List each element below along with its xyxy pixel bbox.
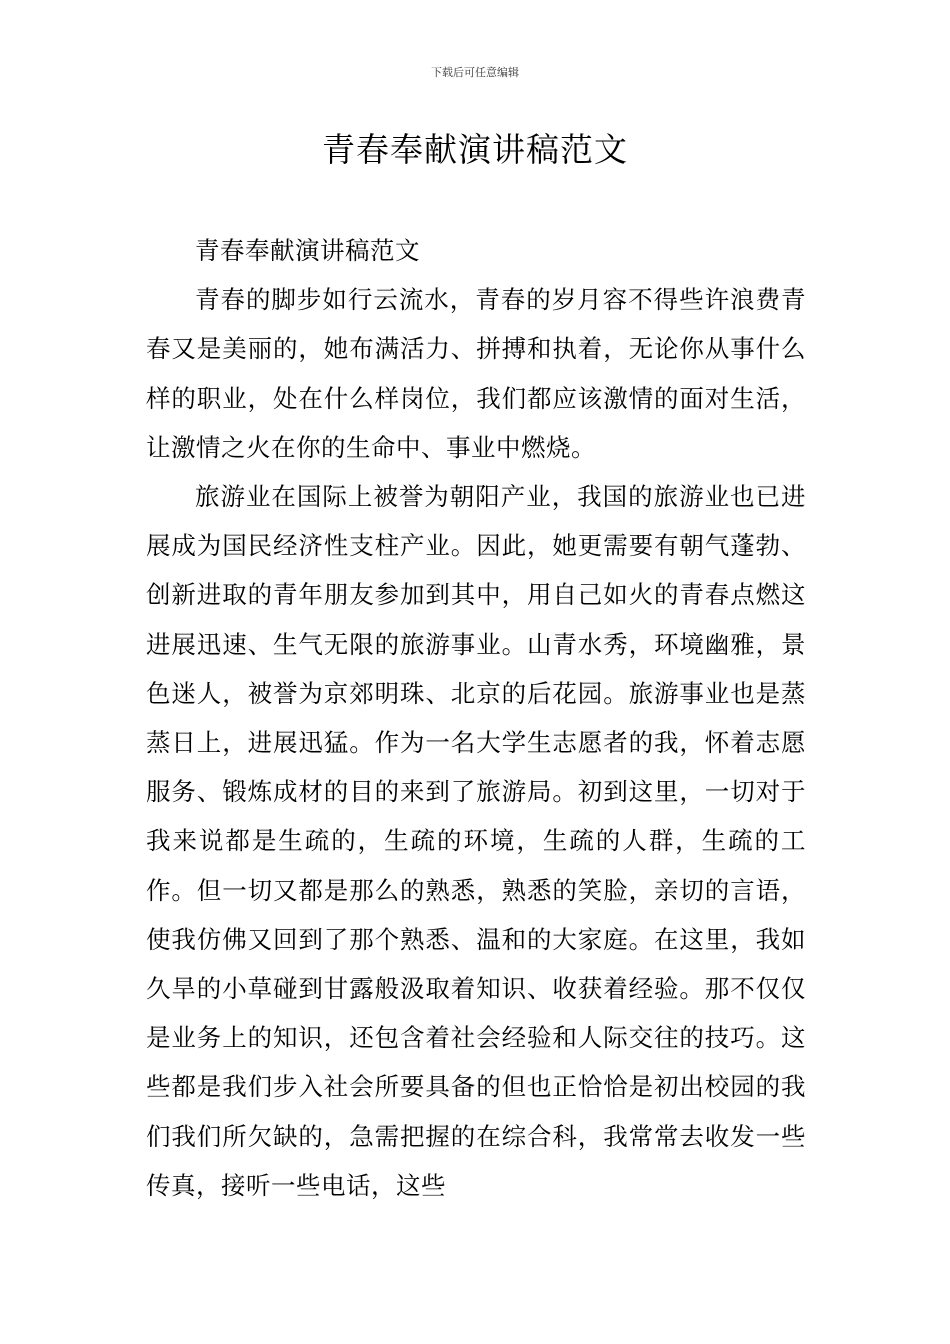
paragraph: 青春的脚步如行云流水，青春的岁月容不得些许浪费青春又是美丽的，她布满活力、拼搏和执着，无论你从事什么样的职业，处在什么样岗位，我们都应该激情的面对生活，让激情之火在你的生命中、事业中燃烧。 — [146, 285, 806, 462]
paragraph-subtitle: 青春奉献演讲稿范文 — [195, 236, 420, 265]
document-title: 青春奉献演讲稿范文 — [322, 130, 628, 169]
paragraph: 旅游业在国际上被誉为朝阳产业，我国的旅游业也已进展成为国民经济性支柱产业。因此，她更需要有朝气蓬勃、创新进取的青年朋友参加到其中，用自己如火的青春点燃这进展迅速、生气无限的旅游事业。山青水秀，环境幽雅，景色迷人，被誉为京郊明珠、北京的后花园。旅游事业也是蒸蒸日上，进展迅猛。作为一名大学生志愿者的我，怀着志愿服务、锻炼成材的目的来到了旅游局。初到这里，一切对于我来说都是生疏的，生疏的环境，生疏的人群，生疏的工作。但一切又都是那么的熟悉，熟悉的笑脸，亲切的言语，使我仿佛又回到了那个熟悉、温和的大家庭。在这里，我如久旱的小草碰到甘露般汲取着知识、收获着经验。那不仅仅是业务上的知识，还包含着社会经验和人际交往的技巧。这些都是我们步入社会所要具备的但也正恰恰是初出校园的我们我们所欠缺的，急需把握的在综合科，我常常去收发一些传真，接听一些电话，这些 — [146, 482, 806, 1200]
page-header-note: 下载后可任意编辑 — [431, 66, 519, 79]
document-body — [146, 226, 806, 1210]
